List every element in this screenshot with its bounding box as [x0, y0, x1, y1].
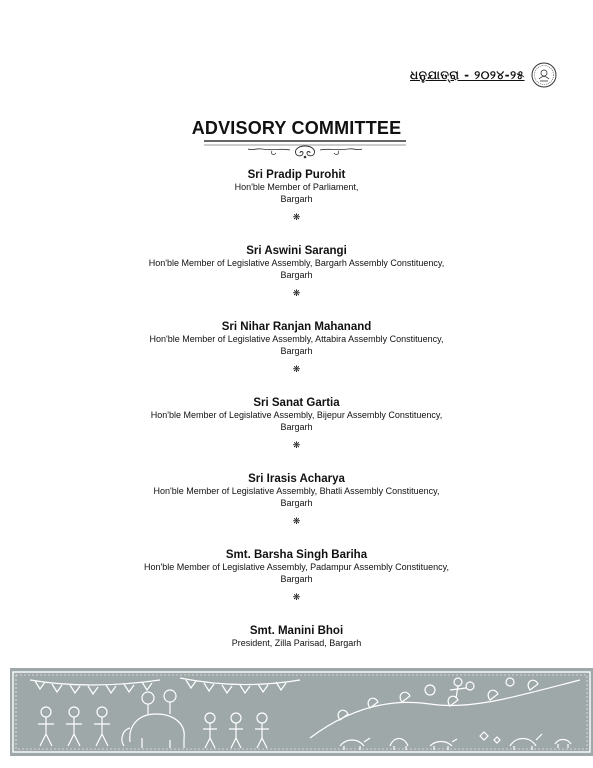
member-designation: Bargarh [280, 421, 313, 432]
separator-flower-icon: ❋ [292, 440, 301, 450]
member-name: Smt. Barsha Singh Bariha [225, 549, 368, 561]
member-designation: Bargarh [280, 193, 313, 204]
page-title: ADVISORY COMMITTEE [191, 118, 402, 138]
member-designation: Hon'ble Member of Parliament, [234, 182, 359, 192]
member-name: Sri Nihar Ranjan Mahanand [221, 321, 372, 333]
member-designation: President, Zilla Parisad, Bargarh [231, 638, 362, 648]
separator-flower-icon: ❋ [292, 364, 301, 374]
folk-art-illustration [10, 668, 593, 756]
member-designation: Bargarh [280, 345, 313, 356]
separator-flower-icon: ❋ [292, 288, 301, 298]
member-entry [0, 244, 593, 320]
footer-folk-art-banner [10, 668, 593, 756]
member-designation: Bargarh [280, 573, 313, 584]
member-entry [0, 396, 593, 472]
header-title: ଧନୁଯାତ୍ରା - ୨୦୨୪-୨୫ [410, 67, 525, 82]
member-name: Sri Pradip Purohit [247, 169, 346, 181]
separator-flower-icon: ❋ [292, 592, 301, 602]
scroll-ornament-icon [202, 138, 408, 160]
member-name: Sri Irasis Acharya [248, 473, 345, 485]
member-list [0, 168, 593, 700]
separator-flower-icon: ❋ [292, 212, 301, 222]
separator-flower-icon: ❋ [292, 516, 301, 526]
member-designation: Hon'ble Member of Legislative Assembly, Attabira Assembly Constituency, [149, 334, 444, 344]
member-entry [0, 548, 593, 624]
member-entry [0, 168, 593, 244]
member-name: Sri Aswini Sarangi [246, 245, 347, 257]
member-name: Smt. Manini Bhoi [249, 625, 344, 637]
circular-seal-icon [531, 62, 557, 88]
member-designation: Hon'ble Member of Legislative Assembly, Padampur Assembly Constituency, [143, 562, 450, 572]
member-entry [0, 320, 593, 396]
member-designation: Hon'ble Member of Legislative Assembly, Bhatli Assembly Constituency, [153, 486, 440, 496]
member-entry [0, 472, 593, 548]
member-name: Sri Sanat Gartia [253, 397, 340, 409]
member-designation: Bargarh [280, 497, 313, 508]
member-designation: Hon'ble Member of Legislative Assembly, Bijepur Assembly Constituency, [150, 410, 443, 420]
header-tag [410, 62, 557, 88]
member-designation: Hon'ble Member of Legislative Assembly, Bargarh Assembly Constituency, [148, 258, 445, 268]
member-designation: Bargarh [280, 269, 313, 280]
